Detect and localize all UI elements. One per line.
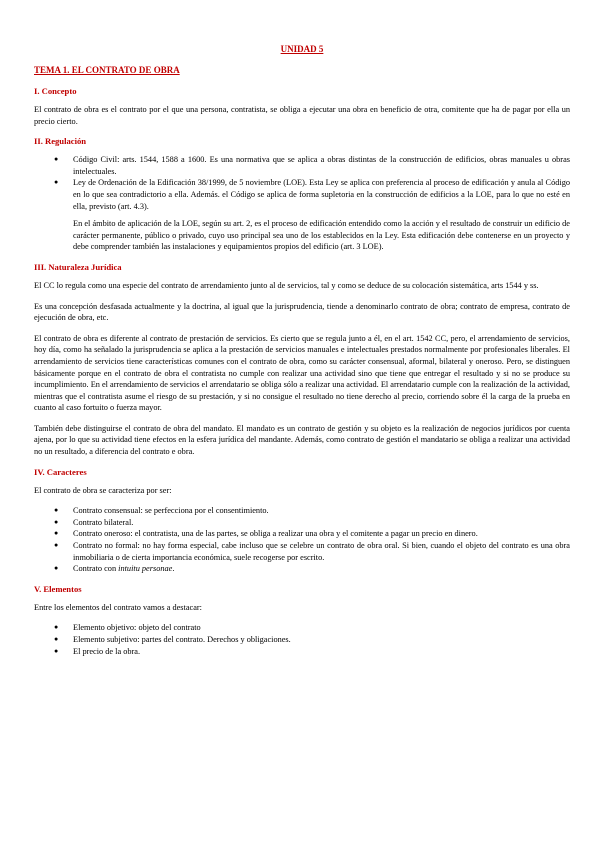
- list-item: [34, 634, 570, 646]
- list-item: [34, 528, 570, 540]
- regulacion-list: [34, 154, 570, 212]
- section-heading-regulacion: II. Regulación: [34, 136, 87, 147]
- bullet-icon: ●: [54, 564, 59, 573]
- list-item-text: Elemento objetivo: objeto del contrato: [73, 623, 201, 633]
- paragraph-caracteres-intro: El contrato de obra se caracteriza por ser:: [34, 485, 172, 495]
- list-item-text: Contrato no formal: no hay forma especial, cabe incluso que se celebre un contrato de obra oral. Si bien, cuando el objeto del contrato es una obra inmobiliaria o de cierta importancia económica, suele recogerse por escrito.: [73, 541, 570, 562]
- paragraph-naturaleza-3: El contrato de obra es diferente al contrato de prestación de servicios. Es cierto que se regula junto a él, en el art. 1542 CC, pero, el arrendamiento de servicios, hoy día, como ha señalado la jurisprudencia se aplica a la prestación de servicios manuales e intelectuales prestados normalmente por profesionales liberales. El arrendamiento de servicios tiene características comunes con el contrato de obra, como su carácter consensual, aformal, bilateral y oneroso. Pero, se distinguen básicamente porque en el contrato de obra el contratista no cumple con realizar una actividad sino que tiene que entregar el resultado y si no se produce su incumplimiento. En el arrendamiento de servicios el arrendatario se obliga sólo a realizar una actividad. El arrendatario cumple con la realización de la actividad, mientras que el contratista asume el riesgo de su prestación, y si no consigue el resultado no tiene derecho al precio, corriendo sobre él la carga de la prueba en cuanto al caso fortuito o fuerza mayor.: [34, 333, 570, 413]
- bullet-icon: ●: [54, 646, 59, 655]
- list-item-text-suffix: .: [172, 564, 175, 574]
- section-heading-concepto: I. Concepto: [34, 86, 77, 96]
- bullet-icon: ●: [54, 178, 59, 187]
- caracteres-list: [34, 505, 570, 575]
- list-item-text: Contrato bilateral.: [73, 517, 134, 527]
- list-item-text: Ley de Ordenación de la Edificación 38/1999, de 5 noviembre (LOE). Esta Ley se aplica con preferencia al proceso de edificación y anula al Código en lo que sea contradictorio a ella. Además. el Código se aplica de forma supletoria en la construcción de edificios a la LOE, para lo que no esté en ella, previsto (art. 4.3).: [73, 178, 570, 211]
- paragraph-naturaleza-1: El CC lo regula como una especie del contrato de arrendamiento junto al de servicios, tal y como se deduce de su colocación sistemática, arts 1544 y ss.: [34, 280, 539, 290]
- section-heading-caracteres: IV. Caracteres: [34, 466, 87, 477]
- list-item: [34, 177, 570, 212]
- elementos-list: [34, 622, 570, 657]
- paragraph-elementos-intro: Entre los elementos del contrato vamos a destacar:: [34, 602, 202, 612]
- unit-title: UNIDAD 5: [280, 44, 324, 54]
- list-item: [34, 563, 570, 575]
- bullet-icon: ●: [54, 517, 59, 526]
- paragraph-concepto: El contrato de obra es el contrato por el que una persona, contratista, se obliga a ejecutar una obra en beneficio de otra, comitente que ha de pagar por ella un precio cierto.: [34, 105, 570, 126]
- bullet-icon: ●: [54, 506, 59, 515]
- list-item: [34, 622, 570, 634]
- bullet-icon: ●: [54, 635, 59, 643]
- list-item: [34, 540, 570, 563]
- paragraph-loe-scope: En el ámbito de aplicación de la LOE, según su art. 2, es el proceso de edificación entendido como la acción y el resultado de construir un edificio de carácter permanente, público o privado, cuyo uso principal sea uno de los establecidos en la Ley. Esta edificación debe contenerse en un proyecto y debe comprender también las instalaciones y equipamientos propios del edificio (art. 3 LOE).: [73, 219, 570, 252]
- list-item-text: Contrato oneroso: el contratista, una de las partes, se obliga a realizar una obra y el comitente a pagar un precio en dinero.: [73, 529, 478, 539]
- paragraph-naturaleza-2: Es una concepción desfasada actualmente y la doctrina, al igual que la jurisprudencia, tiende a denominarlo contrato de obra; contrato de empresa, contrato de ejecución de obra, etc.: [34, 301, 570, 323]
- topic-title: TEMA 1. EL CONTRATO DE OBRA: [34, 65, 180, 75]
- list-item-text: Contrato consensual: se perfecciona por el consentimiento.: [73, 506, 269, 516]
- list-item-text: Código Civil: arts. 1544, 1588 a 1600. Es una normativa que se aplica a obras distintas de la construcción de edificios, obras manuales u obras intelectuales.: [73, 155, 570, 176]
- bullet-icon: ●: [54, 541, 59, 550]
- bullet-icon: ●: [54, 155, 59, 164]
- list-item-text: Elemento subjetivo: partes del contrato. Derechos y obligaciones.: [73, 635, 291, 644]
- list-item: [34, 646, 570, 658]
- list-item: [34, 505, 570, 517]
- list-item: [34, 154, 570, 177]
- list-item: [34, 517, 570, 529]
- bullet-icon: ●: [54, 529, 59, 538]
- section-heading-naturaleza: III. Naturaleza Jurídica: [34, 261, 122, 272]
- section-heading-elementos: V. Elementos: [34, 583, 82, 594]
- paragraph-naturaleza-4: También debe distinguirse el contrato de obra del mandato. El mandato es un contrato de gestión y su objeto es la realización de negocios jurídicos por cuenta ajena, por lo que su actividad tiene efectos en la esfera jurídica del mandante. Además, como contrato de gestión el mandatario se obliga a realizar una actividad no un resultado, a diferencia del contrato e obra.: [34, 423, 570, 457]
- list-item-text-italic: intuitu personae: [118, 564, 173, 574]
- list-item-text-prefix: Contrato con: [73, 564, 119, 574]
- bullet-icon: ●: [54, 623, 59, 632]
- list-item-text: El precio de la obra.: [73, 646, 141, 656]
